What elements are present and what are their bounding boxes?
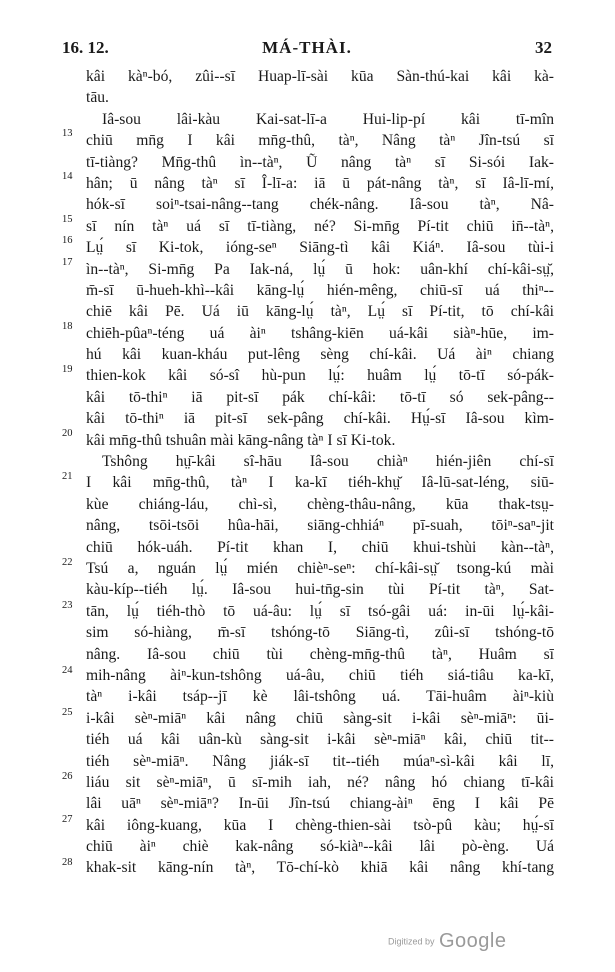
text-line: kâi mn̄g-thû tshuân mài kāng-nâng tàⁿ I sī Ki-tok. bbox=[86, 431, 396, 449]
text-line: thien-kok kâi só-sî hù-pun lṳ́: huâm lṳ́ tō-tī só-pák- bbox=[86, 367, 554, 385]
verse-number: 27 bbox=[62, 814, 73, 825]
text-line: tiéh sèⁿ-miāⁿ. Nâng jiák-sī tit--tiéh múaⁿ-sì-kâi kâi lī, bbox=[86, 752, 554, 770]
digitized-by-google-watermark bbox=[388, 930, 506, 953]
text-line: ìn--tàⁿ, Si-mn̄g Pa Iak-ná, lṳ́ ū hok: uân-khí chí-kâi-sṳ̆, bbox=[86, 260, 554, 278]
text-line: chiū àiⁿ chiè kak-nâng só-kiàⁿ--kâi lâi pò-èng. Uá bbox=[86, 838, 554, 856]
scripture-text bbox=[86, 66, 554, 879]
text-line: kâi iông-kuang, kūa I chèng-thien-sài tsò-pû kàu; hṳ́-sī bbox=[86, 816, 554, 834]
text-line: sim só-hiàng, m̄-sī tshóng-tō Siāng-tì, zûi-sī tshóng-tō bbox=[86, 624, 554, 642]
verse-number: 15 bbox=[62, 214, 73, 225]
verse-number: 24 bbox=[62, 665, 73, 676]
text-line: mih-nâng àiⁿ-kun-tshông uá-âu, chiū tiéh siá-tiâu ka-kī, bbox=[86, 666, 554, 684]
text-line: Iâ-sou lâi-kàu Kai-sat-lī-a Hui-lip-pí kâi tī-mîn bbox=[102, 110, 554, 128]
text-line: hú kâi kuan-kháu put-lêng sèng chí-kâi. Uá àiⁿ chiang bbox=[86, 346, 554, 364]
google-wordmark: Google bbox=[438, 930, 507, 952]
text-line: m̄-sī ū-hueh-khì--kâi kāng-lṳ́ hién-mêng, chiū-sī uá thiⁿ-- bbox=[86, 281, 554, 299]
text-line: Lṳ́ sī Ki-tok, ióng-seⁿ Siāng-tì kâi Kiáⁿ. Iâ-sou tùi-i bbox=[86, 239, 554, 257]
text-line: chiē kâi Pē. Uá iū kāng-lṳ́ tàⁿ, Lṳ́ sī Pí-tit, tō chí-kâi bbox=[86, 303, 554, 321]
text-line: tàⁿ i-kâi tsáp--jī kè lâi-tshông uá. Tāi-huâm àiⁿ-kiù bbox=[86, 688, 554, 706]
chapter-verse-reference: 16. 12. bbox=[62, 38, 109, 57]
book-title: MÁ-THÀI. bbox=[262, 38, 352, 57]
verse-number: 22 bbox=[62, 557, 73, 568]
text-line: sī nín tàⁿ uá sī tī-tiàng, né? Si-mn̄g Pí-tit chiū in̄--tàⁿ, bbox=[86, 217, 554, 235]
verse-number: 26 bbox=[62, 771, 73, 782]
text-line: kâi tō-thiⁿ iā pit-sī sek-pâng chí-kâi. Hṳ́-sī Iâ-sou kìm- bbox=[86, 410, 554, 428]
verse-number: 28 bbox=[62, 857, 73, 868]
text-line: kâi kàⁿ-bó, zûi--sī Huap-lī-sài kūa Sàn-thú-kai kâi kà- bbox=[86, 68, 554, 85]
verse-number: 18 bbox=[62, 321, 73, 332]
verse-number: 21 bbox=[62, 471, 73, 482]
verse-number: 20 bbox=[62, 428, 73, 439]
page-number: 32 bbox=[535, 38, 552, 57]
text-line: hók-sī soiⁿ-tsai-nâng--tang chék-nâng. Iâ-sou tàⁿ, Nâ- bbox=[86, 196, 554, 214]
text-line: chiū hók-uáh. Pí-tit khan I, chiū khui-tshùi kàn--tàⁿ, bbox=[86, 538, 554, 556]
text-line: hân; ū nâng tàⁿ sī Î-lī-a: iā ū pát-nâng tàⁿ, sī Iâ-lī-mí, bbox=[86, 174, 554, 192]
running-header bbox=[62, 38, 552, 64]
verse-number: 13 bbox=[62, 128, 73, 139]
text-line: khak-sit kāng-nín tàⁿ, Tō-chí-kò khiā kâi nâng khí-tang bbox=[86, 859, 554, 877]
text-line: tī-tiàng? Mn̄g-thû ìn--tàⁿ, Ũ nâng tàⁿ sī Si-sói Iak- bbox=[86, 153, 554, 171]
text-line: kùe chiáng-láu, chì-sì, chèng-thâu-nâng, kūa thak-tsṳ- bbox=[86, 495, 554, 513]
verse-number: 16 bbox=[62, 235, 73, 246]
verse-number: 17 bbox=[62, 257, 73, 268]
text-line: lâi uāⁿ sèⁿ-miāⁿ? In-ūi Jîn-tsú chiang-àiⁿ ēng I kâi Pē bbox=[86, 795, 554, 813]
verse-number: 25 bbox=[62, 707, 73, 718]
text-line: nâng. Iâ-sou chiū tùi chèng-mn̄g-thû tàⁿ, Huâm sī bbox=[86, 645, 554, 663]
text-line: Tshông hṳ̄-kâi sî-hāu Iâ-sou chiàⁿ hién-jiên chí-sī bbox=[102, 453, 554, 471]
text-line: tān, lṳ́ tiéh-thò tō uá-âu: lṳ́ sī tsó-gâi uá: in-ūi lṳ́-kâi- bbox=[86, 602, 554, 620]
text-line: I kâi mn̄g-thû, tàⁿ I ka-kī tiéh-khṳ̆ Iâ-lū-sat-léng, siū- bbox=[86, 474, 554, 492]
verse-number: 14 bbox=[62, 171, 73, 182]
text-line: tāu. bbox=[86, 89, 109, 107]
text-line: i-kâi sèⁿ-miāⁿ kâi nâng chiū sàng-sit i-kâi sèⁿ-miāⁿ: ūi- bbox=[86, 709, 554, 727]
text-line: chiū mn̄g I kâi mn̄g-thû, tàⁿ, Nâng tàⁿ Jîn-tsú sī bbox=[86, 132, 554, 150]
text-line: chiēh-pûaⁿ-téng uá àiⁿ tshâng-kiēn uá-kâi siàⁿ-hūe, im- bbox=[86, 324, 554, 342]
digitized-by-label: Digitized by bbox=[388, 936, 435, 947]
text-line: Tsú a, nguán lṳ́ mién chièⁿ-seⁿ: chí-kâi-sṳ̆ tsong-kú mài bbox=[86, 559, 554, 577]
verse-number: 23 bbox=[62, 600, 73, 611]
text-line: kâi tō-thiⁿ iā pit-sī pák chí-kâi: tō-tī só sek-pâng-- bbox=[86, 388, 554, 406]
text-line: nâng, tsōi-tsōi hûa-hāi, siāng-chhiáⁿ pī-suah, tōiⁿ-saⁿ-jit bbox=[86, 517, 554, 535]
text-line: kàu-kíp--tiéh lṳ́. Iâ-sou hui-tn̄g-sin tùi Pí-tit tàⁿ, Sat- bbox=[86, 581, 554, 599]
text-line: tiéh uá kâi uân-kù sàng-sit i-kâi sèⁿ-miāⁿ kâi, chiū tit-- bbox=[86, 731, 554, 749]
text-line: liáu sit sèⁿ-miāⁿ, ū sī-mih iah, né? nâng hó chiang tī-kâi bbox=[86, 773, 554, 791]
verse-number: 19 bbox=[62, 364, 73, 375]
